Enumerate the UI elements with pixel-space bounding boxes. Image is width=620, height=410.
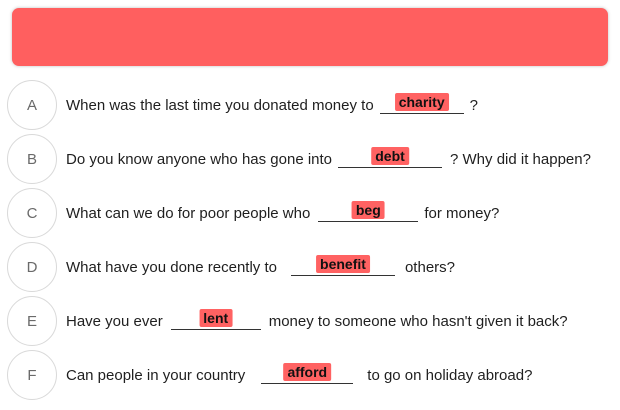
- header-banner: [12, 8, 608, 66]
- sentence-start: What have you done recently to: [66, 259, 277, 276]
- question-row-e: [0, 296, 620, 348]
- question-sentence: [66, 95, 478, 117]
- question-row-a: [0, 80, 620, 132]
- question-sentence: [66, 149, 591, 171]
- sentence-start: Do you know anyone who has gone into: [66, 151, 333, 168]
- answer-blank: [318, 203, 418, 222]
- sentence-start: Can people in your country: [66, 367, 246, 384]
- sentence-end: ?: [469, 97, 479, 114]
- answer-text: debt: [371, 147, 409, 165]
- question-sentence: [66, 203, 499, 225]
- question-sentence: [66, 311, 568, 333]
- letter-badge: D: [7, 242, 57, 292]
- sentence-end: ? Why did it happen?: [450, 151, 591, 168]
- question-sentence: [66, 365, 532, 387]
- question-row-f: [0, 350, 620, 402]
- letter-badge: C: [7, 188, 57, 238]
- answer-text: beg: [352, 201, 385, 219]
- sentence-start: When was the last time you donated money to: [66, 97, 374, 114]
- answer-text: charity: [395, 93, 449, 111]
- answer-blank: [171, 311, 261, 330]
- answer-blank: [291, 257, 395, 276]
- answer-text: afford: [283, 363, 331, 381]
- sentence-end: others?: [404, 259, 456, 276]
- sentence-start: What can we do for poor people who: [66, 205, 311, 222]
- sentence-end: for money?: [424, 205, 500, 222]
- question-row-d: [0, 242, 620, 294]
- letter-badge: F: [7, 350, 57, 400]
- question-row-c: [0, 188, 620, 240]
- sentence-end: to go on holiday abroad?: [367, 367, 533, 384]
- letter-badge: E: [7, 296, 57, 346]
- question-sentence: [66, 257, 455, 279]
- sentence-start: Have you ever: [66, 313, 163, 330]
- answer-blank: [261, 365, 353, 384]
- answer-blank: [338, 149, 442, 168]
- question-row-b: [0, 134, 620, 186]
- letter-badge: A: [7, 80, 57, 130]
- answer-text: benefit: [316, 255, 370, 273]
- sentence-end: money to someone who hasn't given it back?: [268, 313, 568, 330]
- answer-blank: [380, 95, 464, 114]
- answer-text: lent: [199, 309, 232, 327]
- letter-badge: B: [7, 134, 57, 184]
